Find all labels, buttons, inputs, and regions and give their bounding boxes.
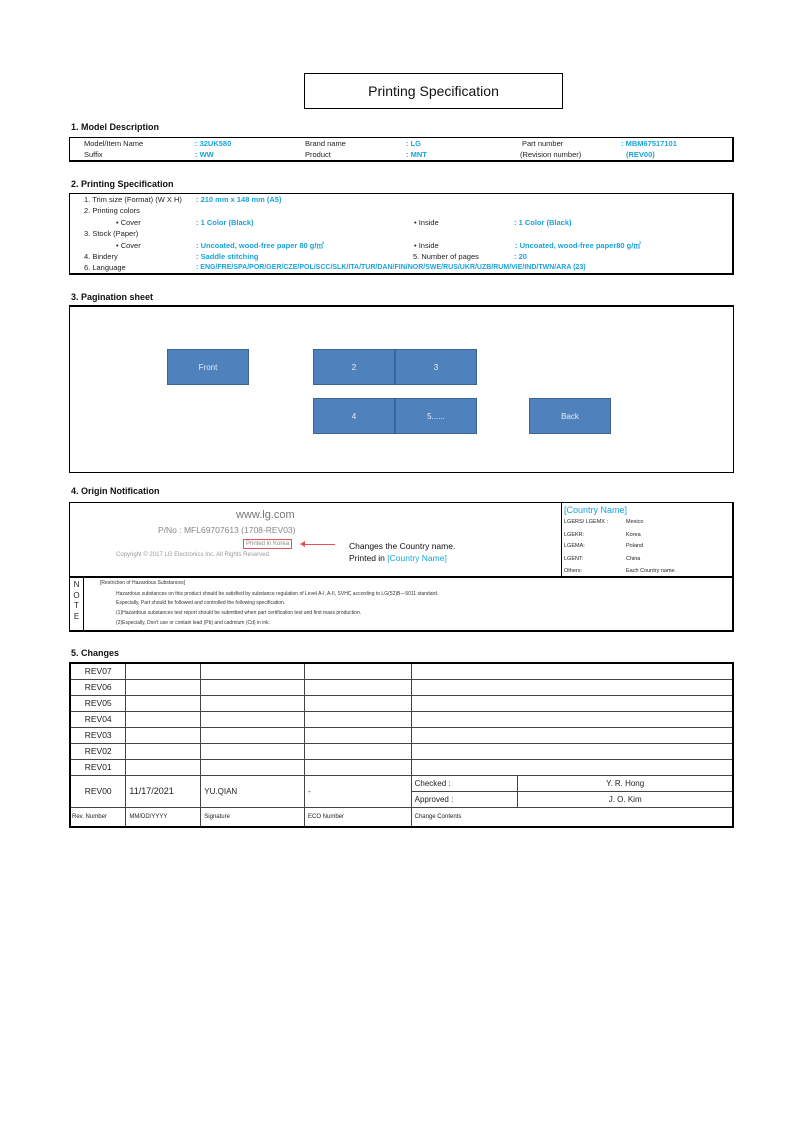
suffix-value: : WW <box>195 150 214 159</box>
country-table-title: [Country Name] <box>564 505 628 515</box>
country-code: LGENT: <box>564 556 584 562</box>
approved-label: Approved : <box>411 791 518 807</box>
country-name: Each Country name. <box>626 568 677 574</box>
footer-change-contents: Change Contents <box>411 807 733 827</box>
inside-color-label: • Inside <box>414 218 439 227</box>
footer-date-format: MM/DD/YYYY <box>126 807 201 827</box>
page-block-3: 3 <box>395 349 477 385</box>
footer-signature: Signature <box>201 807 305 827</box>
country-name: Mexico <box>626 519 644 525</box>
rev-number: REV02 <box>70 743 126 759</box>
note-line-3: (1)Hazardous substances test report should be submitted when part certification test and first mass production. <box>116 610 362 616</box>
note-vertical-label <box>70 578 84 631</box>
trim-size-label: 1. Trim size (Format) (W X H) <box>84 195 182 204</box>
language-label: 6. Language <box>84 263 126 272</box>
model-name-label: Model/Item Name <box>84 139 144 148</box>
model-name-value: : 32UK580 <box>195 139 232 148</box>
revision-number-value: (REV00) <box>626 150 655 159</box>
cover-color-label: • Cover <box>116 218 141 227</box>
note-letter: E <box>73 611 80 621</box>
rev-date: 11/17/2021 <box>126 775 201 807</box>
rev-number: REV07 <box>70 663 126 679</box>
pagination-sheet-box <box>69 305 734 473</box>
revision-number-label: (Revision number) <box>520 150 582 159</box>
footer-rev-number: Rev. Number <box>70 807 126 827</box>
table-row <box>70 663 733 679</box>
stock-cover-value: : Uncoated, wood-free paper 80 g/㎡ <box>196 241 324 250</box>
copyright-text: Copyright © 2017 LG Electronics Inc. All Rights Reserved. <box>116 552 271 558</box>
note-letter: O <box>73 590 80 600</box>
table-row <box>70 679 733 695</box>
note-line-1: Hazardous substances on this product should be satisfied by substance regulation of Level A-I, A-II, SVHC according to LG(52)B—5011 standard. <box>116 591 439 597</box>
red-arrow-icon <box>301 544 335 545</box>
section-heading-printing-spec: 2. Printing Specification <box>71 179 174 189</box>
cover-color-value: : 1 Color (Black) <box>196 218 254 227</box>
change-note-country: [Country Name] <box>387 553 447 563</box>
footer-eco-number: ECO Number <box>304 807 411 827</box>
country-name: China <box>626 556 641 562</box>
part-no-text: P/No : MFL69707613 (1708-REV03) <box>158 525 296 535</box>
printing-colors-label: 2. Printing colors <box>84 206 140 215</box>
table-row <box>70 743 733 759</box>
stock-inside-label: • Inside <box>414 241 439 250</box>
table-row <box>70 727 733 743</box>
country-name-table <box>562 503 733 578</box>
product-label: Product <box>305 150 331 159</box>
part-number-label: Part number <box>522 139 564 148</box>
section-heading-origin: 4. Origin Notification <box>71 486 160 496</box>
suffix-label: Suffix <box>84 150 103 159</box>
table-row <box>70 711 733 727</box>
website-text: www.lg.com <box>236 509 295 521</box>
country-code: LGEKR: <box>564 532 585 538</box>
page-block-front: Front <box>167 349 249 385</box>
red-arrowhead-icon <box>300 541 305 547</box>
printing-spec-box <box>69 193 734 275</box>
page-block-5: 5...... <box>395 398 477 434</box>
rev-number: REV05 <box>70 695 126 711</box>
origin-label-sample <box>70 503 562 578</box>
section-heading-pagination: 3. Pagination sheet <box>71 292 154 302</box>
note-letter: N <box>73 580 80 589</box>
page-block-back: Back <box>529 398 611 434</box>
country-name: Poland <box>626 543 644 549</box>
printed-in-korea-highlight: Printed in Korea <box>243 539 292 549</box>
bindery-value: : Saddle stitching <box>196 252 259 261</box>
approved-value: J. O. Kim <box>518 791 733 807</box>
country-name: Korea <box>626 532 641 538</box>
rev-eco-number: - <box>304 775 411 807</box>
note-line-4: (2)Especially, Don't use or contain lead (Pb) and cadmium (Cd) in ink. <box>116 620 270 626</box>
origin-notification-box <box>69 502 734 632</box>
language-value: : ENG/FRE/SPA/POR/GER/CZE/POL/SCC/SLK/ITA/TUR/DAN/FIN/NOR/SWE/RUS/UKR/UZB/RUM/VIE/IND/TWN/ARA (23) <box>196 264 586 271</box>
inside-color-value: : 1 Color (Black) <box>514 218 572 227</box>
change-note-line2 <box>349 553 447 563</box>
note-line-2: Especially, Part should be followed and controlled the following specification. <box>116 600 286 606</box>
brand-name-value: : LG <box>406 139 421 148</box>
change-note-prefix: Printed in <box>349 553 388 563</box>
stock-inside-value: : Uncoated, wood-free paper80 g/㎡ <box>515 241 641 250</box>
rev-number: REV00 <box>70 775 126 807</box>
section-heading-changes: 5. Changes <box>71 648 120 658</box>
stock-cover-label: • Cover <box>116 241 141 250</box>
bindery-label: 4. Bindery <box>84 252 118 261</box>
pages-value: : 20 <box>514 252 527 261</box>
country-code: LGERS/ LGEMX : <box>564 519 609 525</box>
rev-number: REV03 <box>70 727 126 743</box>
model-description-box <box>69 137 734 162</box>
checked-value: Y. R. Hong <box>518 775 733 791</box>
document-title: Printing Specification <box>304 73 563 109</box>
country-code: LGEMA: <box>564 543 585 549</box>
note-title: [Restriction of Hazardous Substances] <box>100 580 186 586</box>
product-value: : MNT <box>406 150 427 159</box>
part-number-value: : MBM67517101 <box>621 139 677 148</box>
rev-number: REV01 <box>70 759 126 775</box>
checked-label: Checked : <box>411 775 518 791</box>
pages-label: 5. Number of pages <box>413 252 479 261</box>
table-footer-row <box>70 807 733 827</box>
page-block-2: 2 <box>313 349 395 385</box>
trim-size-value: : 210 mm x 148 mm (A5) <box>196 195 282 204</box>
table-row <box>70 695 733 711</box>
page-block-4: 4 <box>313 398 395 434</box>
rev-number: REV04 <box>70 711 126 727</box>
rev-signature: YU.QIAN <box>201 775 305 807</box>
note-letter: T <box>74 601 79 610</box>
stock-label: 3. Stock (Paper) <box>84 229 139 238</box>
table-row <box>70 759 733 775</box>
rev-number: REV06 <box>70 679 126 695</box>
section-heading-model-description: 1. Model Description <box>71 122 160 132</box>
change-note-line1: Changes the Country name. <box>349 541 456 551</box>
table-row-rev00 <box>70 775 733 791</box>
country-code: Others: <box>564 568 583 574</box>
brand-name-label: Brand name <box>305 139 346 148</box>
changes-table <box>69 662 734 828</box>
